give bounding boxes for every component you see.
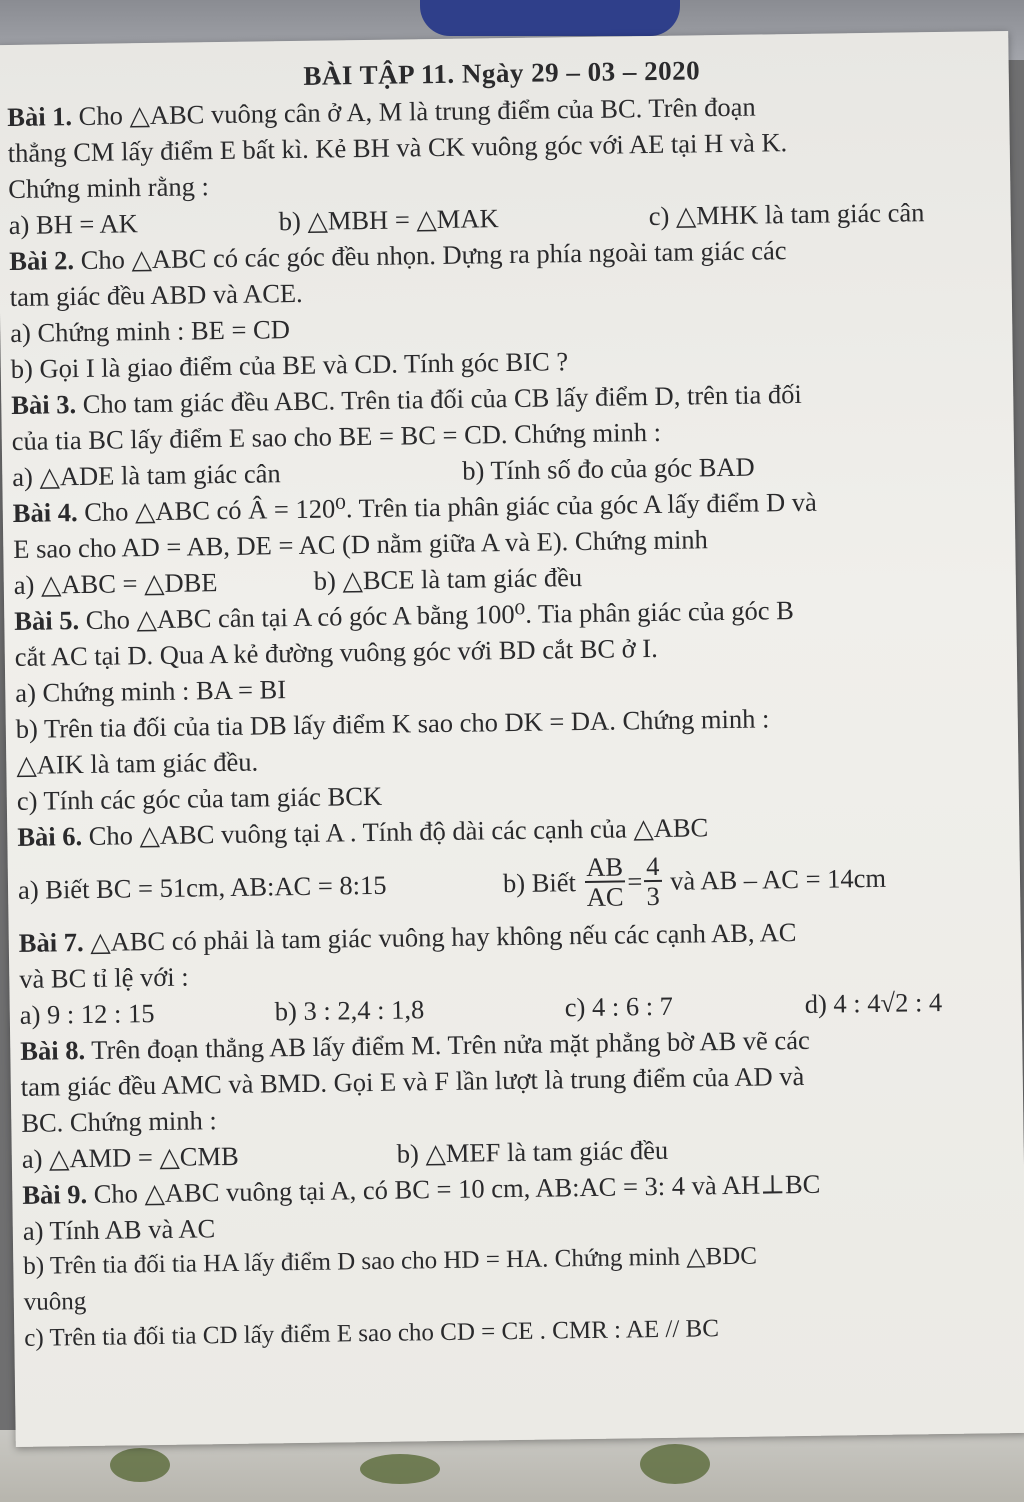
bai6-equals: =: [627, 866, 643, 897]
worksheet-paper: [0, 31, 1024, 1447]
bai3-text: Cho tam giác đều ABC. Trên tia đối của CB lấy điểm D, trên tia đối: [82, 378, 802, 419]
bai5-part-a: a) Chứng minh : BA = BI: [15, 674, 287, 708]
fraction-numerator: AB: [584, 852, 625, 883]
fraction-denominator: AC: [586, 881, 624, 912]
worksheet-content: [6, 47, 1014, 1357]
bai3-part-b: b) Tính số đo của góc BAD: [462, 451, 755, 486]
bai2-line2: tam giác đều ABD và ACE.: [9, 277, 303, 312]
bai5-part-b: b) Trên tia đối của tia DB lấy điểm K sao cho DK = DA. Chứng minh :: [15, 703, 770, 744]
bai9-text: Cho △ABC vuông tại A, có BC = 10 cm, AB:AC = 3: 4 và AH⊥BC: [93, 1168, 821, 1209]
bai9-part-a: a) Tính AB và AC: [22, 1213, 216, 1246]
bai5-part-c: c) Tính các góc của tam giác BCK: [16, 780, 383, 816]
bai5-text: Cho △ABC cân tại A có góc A bằng 100⁰. Tia phân giác của góc B: [85, 595, 795, 635]
bai7-text: △ABC có phải là tam giác vuông hay không nếu các cạnh AB, AC: [90, 917, 797, 957]
bai3-part-a: a) △ADE là tam giác cân: [12, 458, 281, 492]
bai6-part-b-prefix: b) Biết: [502, 867, 577, 899]
fraction-numerator: 4: [644, 852, 662, 882]
bai4-line2: E sao cho AD = AB, DE = AC (D nằm giữa A và E). Chứng minh: [13, 524, 709, 564]
bai4-text: Cho △ABC có Â = 120⁰. Trên tia phân giác của góc A lấy điểm D và: [84, 486, 818, 527]
bai1-label: Bài 1.: [7, 101, 73, 132]
bai8-label: Bài 8.: [20, 1034, 86, 1066]
bai2-label: Bài 2.: [9, 245, 75, 276]
bai5-line2: cắt AC tại D. Qua A kẻ đường vuông góc với BD cắt BC ở I.: [14, 632, 658, 672]
bai8-line3: BC. Chứng minh :: [21, 1105, 217, 1138]
fabric-pattern-shape: [360, 1454, 440, 1484]
bai1-part-a: a) BH = AK: [8, 208, 139, 240]
bai9-part-c: c) Trên tia đối tia CD lấy điểm E sao cho CD = CE . CMR : AE // BC: [24, 1315, 720, 1352]
bai6-fraction-4-3: [644, 852, 662, 910]
bai7-line2: và BC tỉ lệ với :: [19, 961, 189, 994]
bai1-part-c: c) △MHK là tam giác cân: [648, 197, 925, 232]
worksheet-title: BÀI TẬP 11. Ngày 29 – 03 – 2020: [303, 55, 701, 91]
bai2-part-b: b) Gọi I là giao điểm của BE và CD. Tính góc BIC ?: [10, 346, 569, 384]
bai1-line3: Chứng minh rằng :: [8, 171, 210, 204]
bai7-part-c: c) 4 : 6 : 7: [564, 990, 674, 1023]
bai6-fraction-ab-ac: [584, 852, 626, 911]
bai1-part-b: b) △MBH = △MAK: [278, 203, 499, 237]
bai1-line2: thẳng CM lấy điểm E bất kì. Kẻ BH và CK vuông góc với AE tại H và K.: [7, 127, 788, 168]
blue-object-shape: [420, 0, 680, 36]
bai7-part-d: d) 4 : 4√2 : 4: [804, 987, 943, 1019]
bai8-line2: tam giác đều AMC và BMD. Gọi E và F lần lượt là trung điểm của AD và: [20, 1060, 805, 1102]
bai8-text: Trên đoạn thẳng AB lấy điểm M. Trên nửa mặt phẳng bờ AB vẽ các: [91, 1024, 810, 1065]
bai6-part-b-suffix: và AB – AC = 14cm: [669, 862, 887, 896]
fraction-denominator: 3: [646, 880, 660, 912]
bai7-part-b: b) 3 : 2,4 : 1,8: [274, 994, 425, 1027]
bai4-part-b: b) △BCE là tam giác đều: [313, 562, 583, 596]
bai1-text: Cho △ABC vuông cân ở A, M là trung điểm của BC. Trên đoạn: [78, 91, 756, 131]
bai9-part-b: b) Trên tia đối tia HA lấy điểm D sao cho HD = HA. Chứng minh △BDC: [23, 1242, 758, 1280]
bai4-part-a: a) △ABC = △DBE: [13, 567, 218, 600]
bai3-label: Bài 3.: [11, 389, 77, 420]
bai7-label: Bài 7.: [18, 927, 84, 958]
bai2-part-a: a) Chứng minh : BE = CD: [10, 314, 291, 348]
bai6-label: Bài 6.: [17, 821, 83, 852]
bai2-text: Cho △ABC có các góc đều nhọn. Dựng ra phía ngoài tam giác các: [80, 235, 787, 275]
bai6-part-a: a) Biết BC = 51cm, AB:AC = 8:15: [17, 869, 387, 905]
bai3-line2: của tia BC lấy điểm E sao cho BE = BC = CD. Chứng minh :: [11, 416, 662, 456]
bai9-label: Bài 9.: [22, 1178, 88, 1210]
bai6-text: Cho △ABC vuông tại A . Tính độ dài các cạnh của △ABC: [88, 812, 709, 851]
bai4-label: Bài 4.: [12, 497, 78, 528]
bai8-part-b: b) △MEF là tam giác đều: [396, 1134, 669, 1169]
bai9-part-b-cont: vuông: [23, 1287, 87, 1316]
bai5-part-b-cont: △AIK là tam giác đều.: [16, 746, 259, 780]
bai7-part-a: a) 9 : 12 : 15: [19, 998, 155, 1030]
bai8-part-a: a) △AMD = △CMB: [21, 1140, 239, 1174]
fabric-pattern-shape: [640, 1444, 710, 1484]
bai5-label: Bài 5.: [14, 605, 80, 636]
fabric-pattern-shape: [110, 1448, 170, 1482]
